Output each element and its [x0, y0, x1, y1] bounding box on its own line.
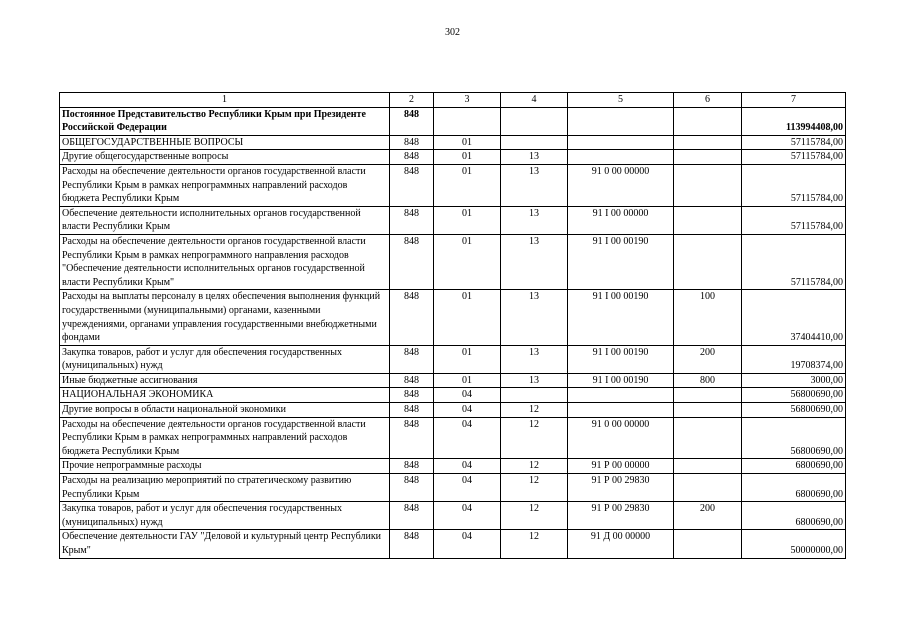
row-target-article: 91 I 00 00190: [568, 290, 674, 345]
row-expense-type: [674, 234, 742, 289]
table-row: [60, 417, 846, 459]
row-subsection: 13: [501, 234, 568, 289]
row-subsection: [501, 107, 568, 135]
row-grbs: 848: [390, 417, 434, 459]
header-cell: 1: [60, 93, 390, 108]
row-subsection: [501, 135, 568, 150]
row-subsection: 12: [501, 530, 568, 558]
row-sum: 6800690,00: [742, 502, 846, 530]
row-subsection: 13: [501, 150, 568, 165]
row-name: Расходы на реализацию мероприятий по стратегическому развитию Республики Крым: [60, 474, 390, 502]
table-row: [60, 234, 846, 289]
row-sum: 6800690,00: [742, 459, 846, 474]
row-subsection: 12: [501, 459, 568, 474]
row-subsection: 12: [501, 474, 568, 502]
row-name: Обеспечение деятельности ГАУ "Деловой и культурный центр Республики Крым": [60, 530, 390, 558]
row-target-article: 91 0 00 00000: [568, 164, 674, 206]
row-sum: 57115784,00: [742, 206, 846, 234]
row-section: 04: [434, 403, 501, 418]
page-number: 302: [445, 27, 460, 38]
row-name: Расходы на обеспечение деятельности органов государственной власти Республики Крым в рамках непрограммных направлений расходов бюджета Республики Крым: [60, 164, 390, 206]
row-target-article: 91 I 00 00190: [568, 373, 674, 388]
row-name: Расходы на обеспечение деятельности органов государственной власти Республики Крым в рамках непрограммного направления расходов "Обеспечение деятельности исполнительных органов государственной власти Республики Крым": [60, 234, 390, 289]
row-name: Постоянное Представительство Республики Крым при Президенте Российской Федерации: [60, 107, 390, 135]
row-sum: 56800690,00: [742, 403, 846, 418]
row-expense-type: [674, 459, 742, 474]
row-sum: 57115784,00: [742, 234, 846, 289]
row-grbs: 848: [390, 530, 434, 558]
row-expense-type: [674, 135, 742, 150]
row-expense-type: [674, 164, 742, 206]
header-cell: 6: [674, 93, 742, 108]
row-sum: 3000,00: [742, 373, 846, 388]
row-section: 01: [434, 164, 501, 206]
row-subsection: 13: [501, 164, 568, 206]
header-cell: 3: [434, 93, 501, 108]
row-subsection: 13: [501, 373, 568, 388]
table-row: [60, 373, 846, 388]
row-name: Расходы на выплаты персоналу в целях обеспечения выполнения функций государственными (муниципальными) органами, казенными учреждениями, органами управления государственными внебюджетными фондами: [60, 290, 390, 345]
header-cell: 5: [568, 93, 674, 108]
row-sum: 56800690,00: [742, 388, 846, 403]
table-row: [60, 107, 846, 135]
row-grbs: 848: [390, 403, 434, 418]
row-target-article: 91 I 00 00000: [568, 206, 674, 234]
row-name: Закупка товаров, работ и услуг для обеспечения государственных (муниципальных) нужд: [60, 502, 390, 530]
row-grbs: 848: [390, 135, 434, 150]
row-name: НАЦИОНАЛЬНАЯ ЭКОНОМИКА: [60, 388, 390, 403]
row-target-article: [568, 150, 674, 165]
row-section: 01: [434, 373, 501, 388]
row-grbs: 848: [390, 388, 434, 403]
row-section: 01: [434, 206, 501, 234]
row-grbs: 848: [390, 373, 434, 388]
table-row: [60, 459, 846, 474]
row-expense-type: [674, 388, 742, 403]
row-sum: 19708374,00: [742, 345, 846, 373]
row-target-article: [568, 135, 674, 150]
row-sum: 57115784,00: [742, 164, 846, 206]
table-row: [60, 345, 846, 373]
row-target-article: 91 Д 00 00000: [568, 530, 674, 558]
row-grbs: 848: [390, 107, 434, 135]
row-name: Закупка товаров, работ и услуг для обеспечения государственных (муниципальных) нужд: [60, 345, 390, 373]
header-cell: 2: [390, 93, 434, 108]
row-sum: 56800690,00: [742, 417, 846, 459]
row-target-article: 91 I 00 00190: [568, 234, 674, 289]
row-target-article: [568, 388, 674, 403]
table-row: [60, 206, 846, 234]
row-expense-type: [674, 403, 742, 418]
table-row: [60, 474, 846, 502]
row-name: Обеспечение деятельности исполнительных органов государственной власти Республики Крым: [60, 206, 390, 234]
table-row: [60, 164, 846, 206]
table-row: [60, 290, 846, 345]
row-target-article: 91 Р 00 29830: [568, 502, 674, 530]
budget-table: [59, 92, 846, 559]
row-section: 04: [434, 530, 501, 558]
row-name: Другие вопросы в области национальной экономики: [60, 403, 390, 418]
header-cell: 4: [501, 93, 568, 108]
row-subsection: 12: [501, 502, 568, 530]
row-expense-type: [674, 107, 742, 135]
row-grbs: 848: [390, 206, 434, 234]
row-section: 01: [434, 150, 501, 165]
row-expense-type: [674, 206, 742, 234]
row-expense-type: [674, 530, 742, 558]
row-target-article: 91 Р 00 29830: [568, 474, 674, 502]
row-expense-type: 100: [674, 290, 742, 345]
row-grbs: 848: [390, 459, 434, 474]
row-expense-type: [674, 150, 742, 165]
row-expense-type: [674, 417, 742, 459]
row-sum: 57115784,00: [742, 135, 846, 150]
row-grbs: 848: [390, 290, 434, 345]
row-subsection: 13: [501, 206, 568, 234]
row-target-article: [568, 403, 674, 418]
table-row: [60, 530, 846, 558]
row-grbs: 848: [390, 164, 434, 206]
row-name: Иные бюджетные ассигнования: [60, 373, 390, 388]
row-target-article: 91 I 00 00190: [568, 345, 674, 373]
row-expense-type: 200: [674, 502, 742, 530]
row-grbs: 848: [390, 474, 434, 502]
row-subsection: 13: [501, 290, 568, 345]
row-sum: 50000000,00: [742, 530, 846, 558]
row-section: 04: [434, 502, 501, 530]
table-row: [60, 150, 846, 165]
table-row: [60, 135, 846, 150]
row-section: [434, 107, 501, 135]
row-subsection: 12: [501, 417, 568, 459]
row-expense-type: 200: [674, 345, 742, 373]
row-sum: 6800690,00: [742, 474, 846, 502]
row-section: 01: [434, 345, 501, 373]
row-section: 04: [434, 388, 501, 403]
row-subsection: 13: [501, 345, 568, 373]
row-sum: 57115784,00: [742, 150, 846, 165]
row-grbs: 848: [390, 345, 434, 373]
row-target-article: [568, 107, 674, 135]
row-grbs: 848: [390, 150, 434, 165]
row-section: 04: [434, 474, 501, 502]
table-row: [60, 388, 846, 403]
row-expense-type: [674, 474, 742, 502]
row-subsection: [501, 388, 568, 403]
row-section: 01: [434, 135, 501, 150]
row-section: 01: [434, 290, 501, 345]
row-name: Расходы на обеспечение деятельности органов государственной власти Республики Крым в рамках непрограммных направлений расходов бюджета Республики Крым: [60, 417, 390, 459]
row-section: 04: [434, 459, 501, 474]
row-target-article: 91 Р 00 00000: [568, 459, 674, 474]
table-row: [60, 403, 846, 418]
row-expense-type: 800: [674, 373, 742, 388]
row-section: 01: [434, 234, 501, 289]
row-sum: 113994408,00: [742, 107, 846, 135]
row-section: 04: [434, 417, 501, 459]
row-grbs: 848: [390, 502, 434, 530]
row-name: ОБЩЕГОСУДАРСТВЕННЫЕ ВОПРОСЫ: [60, 135, 390, 150]
row-name: Прочие непрограммные расходы: [60, 459, 390, 474]
row-name: Другие общегосударственные вопросы: [60, 150, 390, 165]
table-header-row: [60, 93, 846, 108]
row-sum: 37404410,00: [742, 290, 846, 345]
row-target-article: 91 0 00 00000: [568, 417, 674, 459]
table-row: [60, 502, 846, 530]
row-grbs: 848: [390, 234, 434, 289]
row-subsection: 12: [501, 403, 568, 418]
header-cell: 7: [742, 93, 846, 108]
